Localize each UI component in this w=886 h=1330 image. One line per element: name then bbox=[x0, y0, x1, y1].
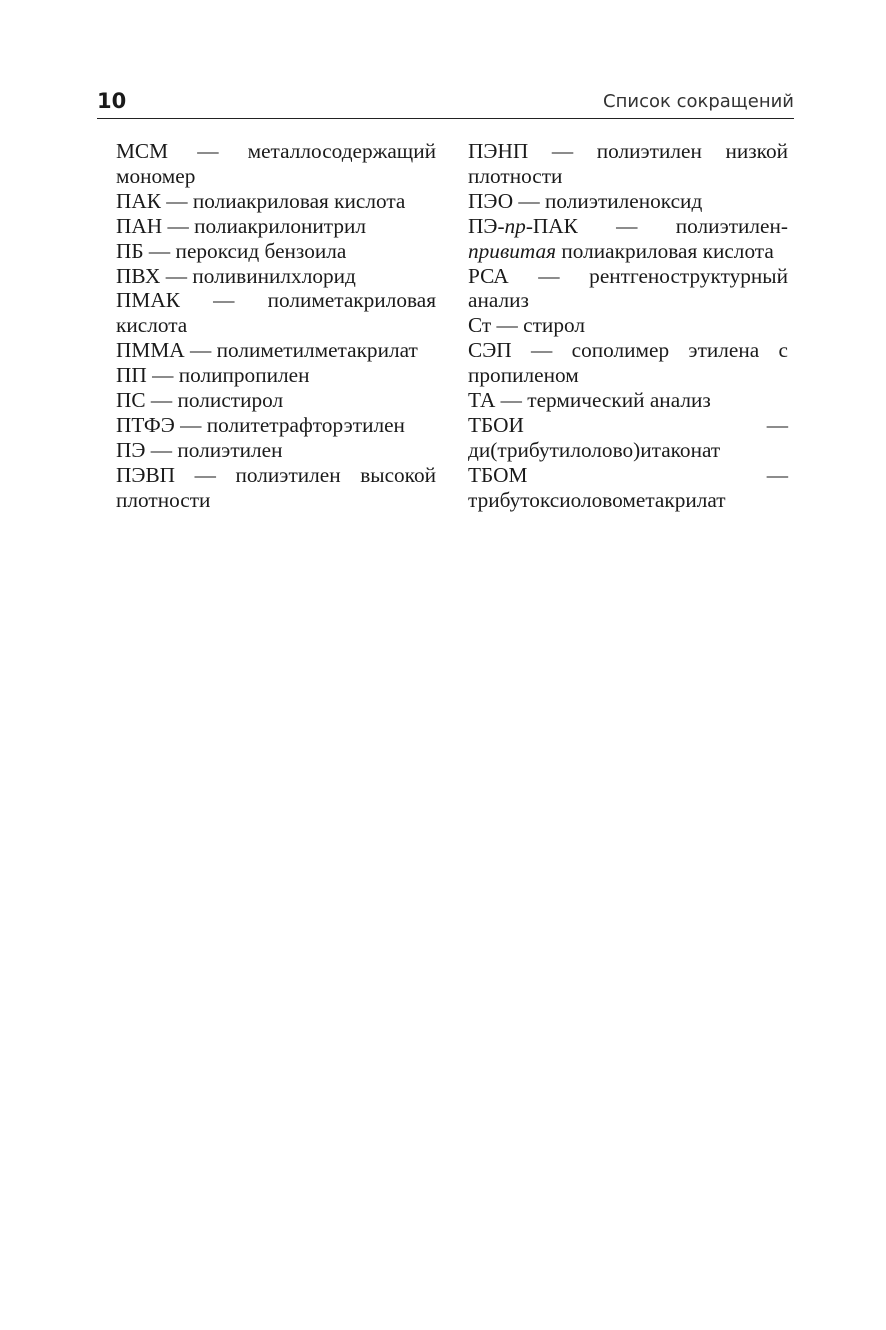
entry-part: -ПАК — полиэтилен- bbox=[525, 213, 788, 238]
page-header bbox=[97, 86, 794, 119]
abbreviation-entry: ПП — полипропилен bbox=[116, 363, 310, 388]
abbreviation-entry: ПЭВП — полиэтилен высокой плотности bbox=[116, 462, 436, 512]
entry-part: полиакриловая кислота bbox=[556, 238, 774, 263]
entry-part-italic: привитая bbox=[468, 238, 557, 263]
abbreviation-entry: ПЭО — полиэтиленоксид bbox=[468, 188, 703, 213]
abbreviation-entry: ТБОИ — ди(трибутилолово)итаконат bbox=[468, 412, 788, 462]
abbreviation-entry: РСА — рентгеноструктурный анализ bbox=[468, 263, 788, 313]
entry-part-italic: пр bbox=[504, 213, 526, 238]
abbreviation-entry: Ст — стирол bbox=[468, 313, 585, 338]
page-number: 10 bbox=[97, 89, 127, 113]
abbreviation-entry: ПТФЭ — политетрафторэтилен bbox=[116, 412, 405, 437]
running-title: Список сокращений bbox=[603, 91, 794, 112]
abbreviations-right-column bbox=[468, 139, 788, 513]
abbreviation-entry: МСМ — металлосодержащий мономер bbox=[116, 139, 436, 188]
abbreviation-entry: СЭП — сополимер этилена с пропиленом bbox=[468, 338, 788, 388]
abbreviations-left-column bbox=[116, 139, 436, 513]
entry-part: ПЭ- bbox=[468, 213, 505, 238]
abbreviation-entry-mixed bbox=[468, 214, 788, 264]
abbreviation-entry: ПЭ — полиэтилен bbox=[116, 437, 283, 462]
abbreviation-entry: ТА — термический анализ bbox=[468, 388, 711, 413]
abbreviation-entry: ПБ — пероксид бензоила bbox=[116, 238, 347, 263]
abbreviation-entry: ПММА — полиметилметакрилат bbox=[116, 338, 418, 363]
abbreviation-entry: ПАК — полиакриловая кислота bbox=[116, 188, 406, 213]
abbreviation-entry: ПС — полистирол bbox=[116, 388, 284, 413]
abbreviation-entry: ТБОМ — трибутоксиоловометакрилат bbox=[468, 462, 788, 512]
abbreviation-entry: ПВХ — поливинилхлорид bbox=[116, 263, 356, 288]
abbreviation-entry: ПЭНП — полиэтилен низкой плотности bbox=[468, 139, 788, 188]
abbreviation-entry: ПАН — полиакрилонитрил bbox=[116, 213, 367, 238]
abbreviation-entry: ПМАК — полиметакриловая кислота bbox=[116, 288, 436, 338]
